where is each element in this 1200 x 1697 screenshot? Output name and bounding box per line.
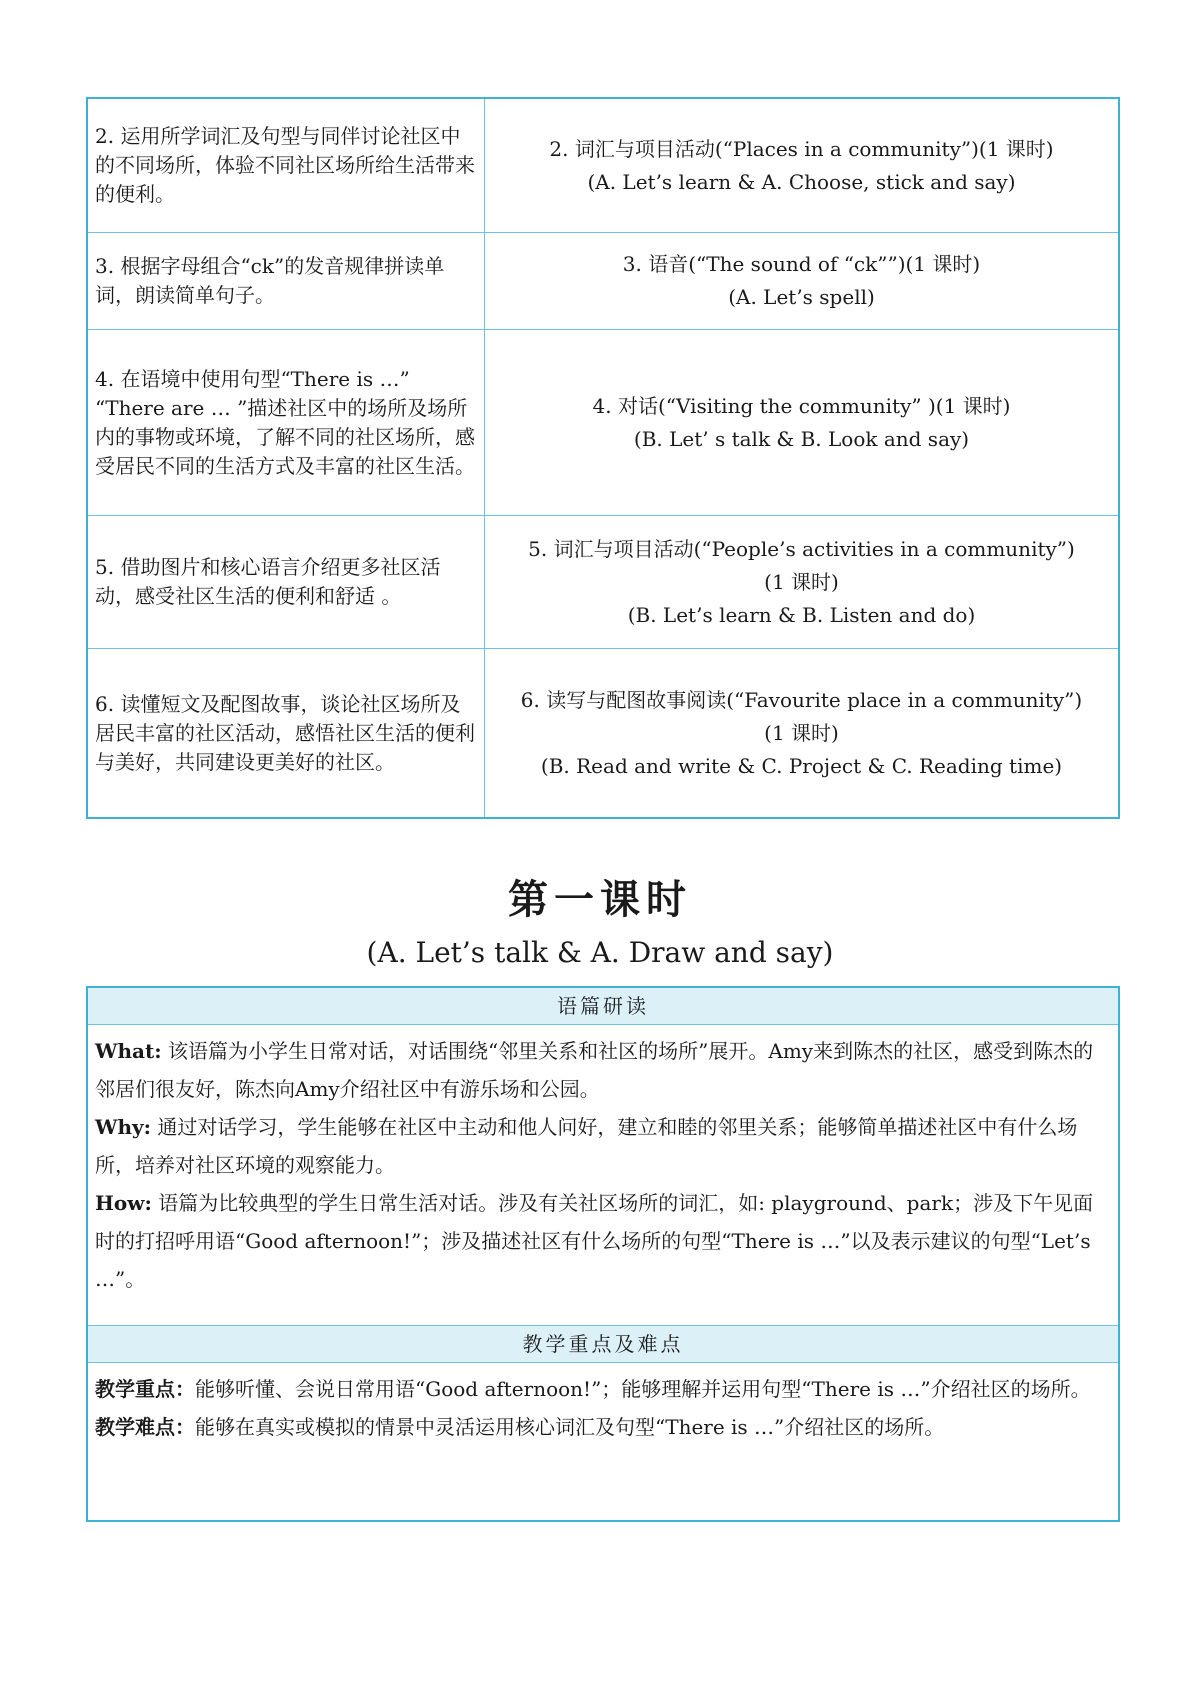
goal-cell: 2. 运用所学词汇及句型与同伴讨论社区中的不同场所，体验不同社区场所给生活带来的便利。 [88, 99, 485, 232]
difficulty-label: 教学难点： [95, 1415, 195, 1439]
how-label: How: [95, 1191, 152, 1215]
activity-line: (A. Let’s learn & A. Choose, stick and say) [587, 169, 1016, 194]
table-row [88, 648, 1118, 817]
how-text: 语篇为比较典型的学生日常生活对话。涉及有关社区场所的词汇，如: playground、park；涉及下午见面时的打招呼用语“Good afternoon!”；涉及描述社区有什么场所的句型“There is …”以及表示建议的句型“Let’s …”。 [95, 1191, 1094, 1291]
text-analysis-header: 语篇研读 [88, 988, 1118, 1025]
goal-cell: 4. 在语境中使用句型“There is …” “There are … ”描述社区中的场所及场所内的事物或环境，了解不同的社区场所，感受居民不同的生活方式及丰富的社区生活。 [88, 330, 485, 515]
goal-cell: 6. 读懂短文及配图故事，谈论社区场所及居民丰富的社区活动，感悟社区生活的便利与美好，共同建设更美好的社区。 [88, 649, 485, 817]
what-paragraph [95, 1032, 1108, 1108]
activity-line: 6. 读写与配图故事阅读(“Favourite place in a community”) [520, 687, 1083, 712]
what-label: What: [95, 1039, 162, 1063]
activity-line: (A. Let’s spell) [728, 285, 875, 309]
objectives-table [86, 97, 1120, 819]
why-text: 通过对话学习，学生能够在社区中主动和他人问好，建立和睦的邻里关系；能够简单描述社区中有什么场所，培养对社区环境的观察能力。 [95, 1115, 1078, 1177]
table-row [88, 232, 1118, 329]
goal-cell: 3. 根据字母组合“ck”的发音规律拼读单词，朗读简单句子。 [88, 233, 485, 329]
activity-line: (1 课时) [764, 720, 839, 745]
why-label: Why: [95, 1115, 152, 1139]
why-paragraph [95, 1108, 1108, 1184]
focus-label: 教学重点： [95, 1377, 195, 1401]
what-text: 该语篇为小学生日常对话，对话围绕“邻里关系和社区的场所”展开。Amy来到陈杰的社区，感受到陈杰的邻居们很友好，陈杰向Amy介绍社区中有游乐场和公园。 [95, 1039, 1094, 1101]
activity-line: (B. Read and write & C. Project & C. Reading time) [540, 753, 1063, 778]
table-row [88, 329, 1118, 515]
how-paragraph [95, 1184, 1108, 1298]
activity-line: 3. 语音(“The sound of “ck””)(1 课时) [622, 252, 981, 276]
activity-line: (B. Let’s learn & B. Listen and do) [627, 602, 976, 627]
text-analysis-body [88, 1025, 1118, 1325]
activity-cell [485, 649, 1118, 817]
difficulty-text: 能够在真实或模拟的情景中灵活运用核心词汇及句型“There is …”介绍社区的场所。 [195, 1415, 945, 1439]
difficulty-paragraph [95, 1408, 1108, 1446]
activity-line: 5. 词汇与项目活动(“People’s activities in a community”) [528, 536, 1075, 561]
activity-line: 2. 词汇与项目活动(“Places in a community”)(1 课时) [549, 136, 1054, 161]
focus-paragraph [95, 1370, 1108, 1408]
activity-cell [485, 233, 1118, 329]
activity-cell [485, 99, 1118, 232]
activity-line: (B. Let’ s talk & B. Look and say) [633, 426, 970, 451]
focus-text: 能够听懂、会说日常用语“Good afternoon!”；能够理解并运用句型“There is …”介绍社区的场所。 [195, 1377, 1091, 1401]
lesson-title: 第一课时 [508, 876, 692, 923]
activity-line: (1 课时) [764, 569, 839, 594]
key-points-body [88, 1363, 1118, 1446]
lesson-analysis-box [86, 986, 1120, 1522]
activity-cell [485, 330, 1118, 515]
table-row [88, 99, 1118, 232]
activity-cell [485, 516, 1118, 648]
lesson-subtitle: (A. Let’s talk & A. Draw and say) [366, 936, 834, 969]
key-points-header: 教学重点及难点 [88, 1326, 1118, 1363]
activity-line: 4. 对话(“Visiting the community” )(1 课时) [592, 393, 1011, 418]
goal-cell: 5. 借助图片和核心语言介绍更多社区活动，感受社区生活的便利和舒适 。 [88, 516, 485, 648]
table-row [88, 515, 1118, 648]
